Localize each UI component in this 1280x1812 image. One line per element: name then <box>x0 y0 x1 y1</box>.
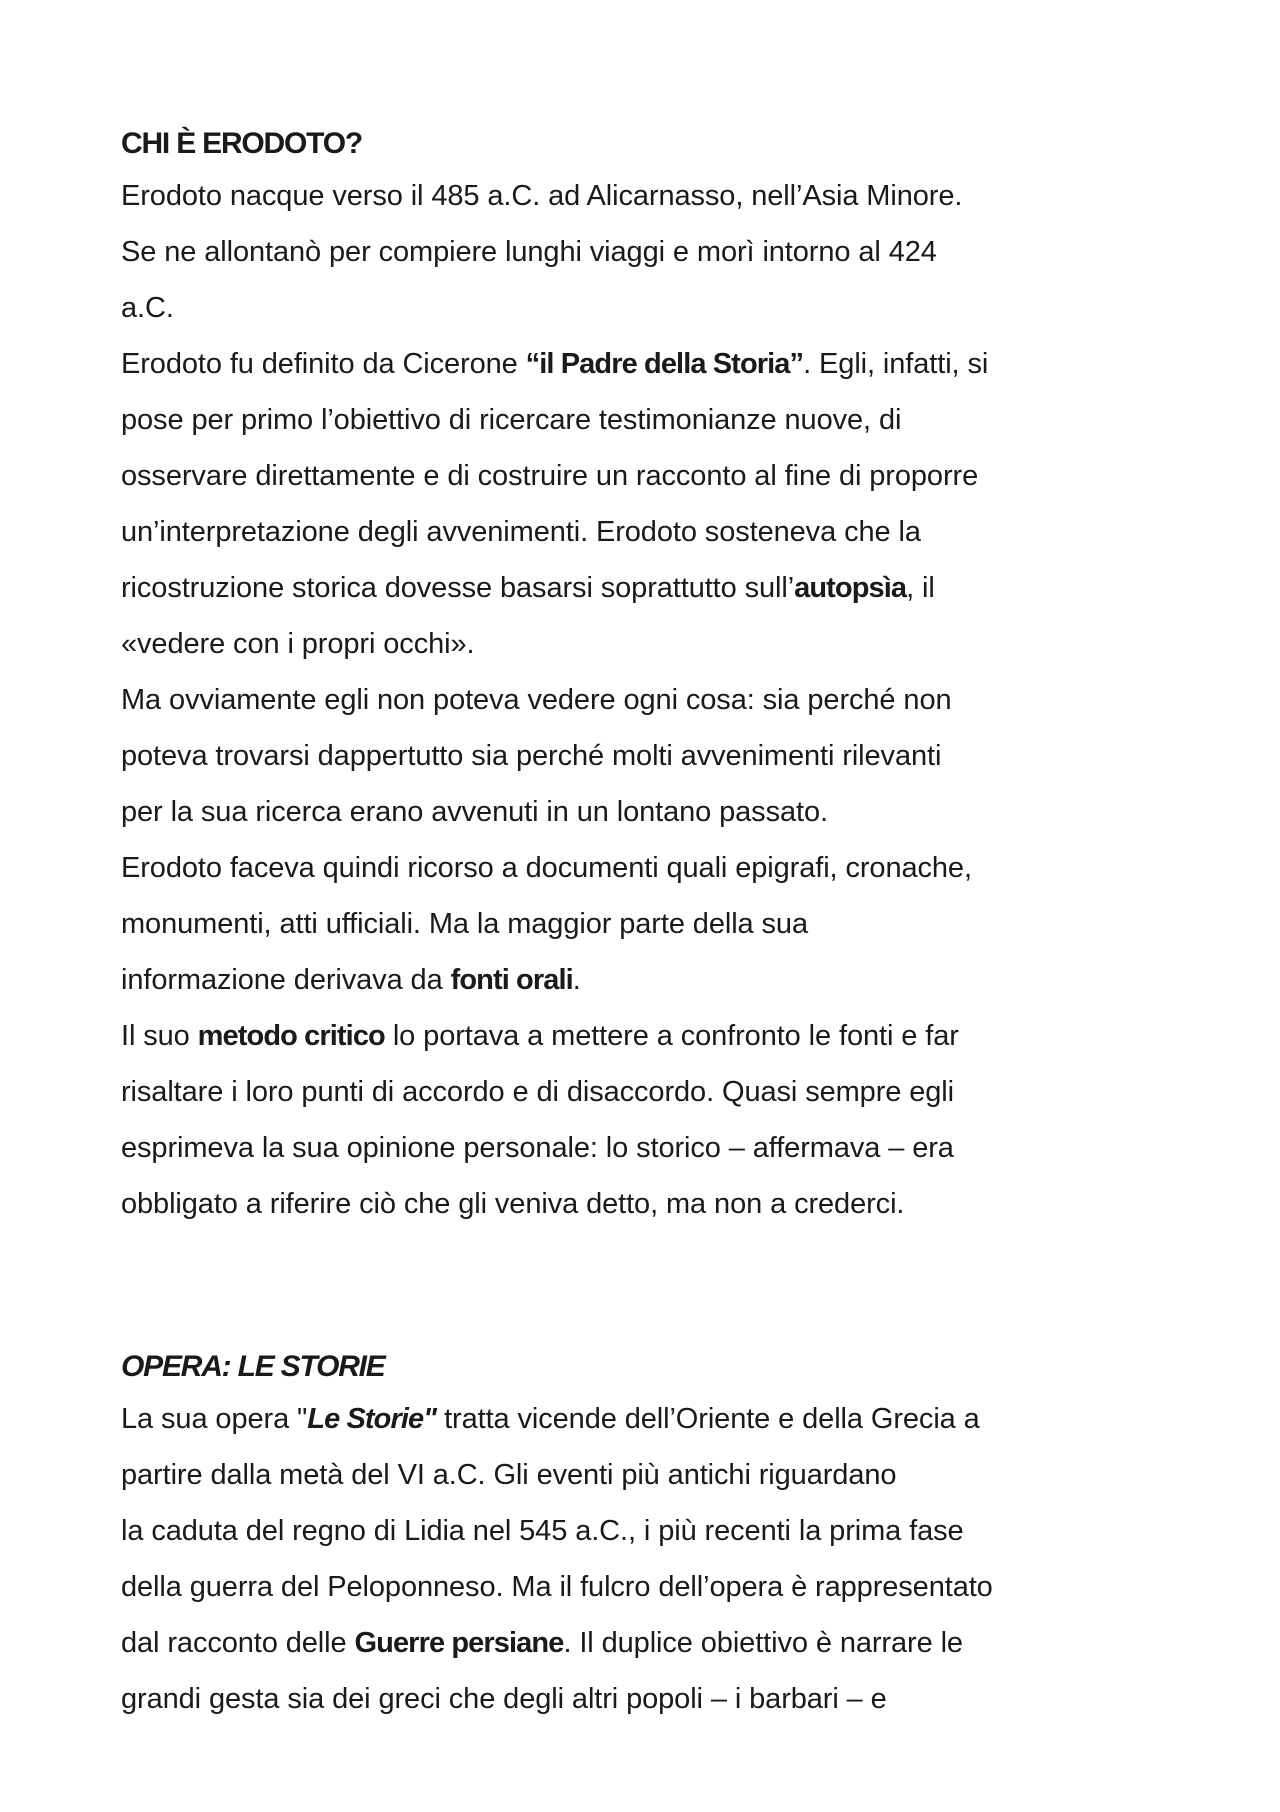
paragraph-line: monumenti, atti ufficiali. Ma la maggior parte della sua <box>121 908 808 940</box>
paragraph-line: Erodoto faceva quindi ricorso a documenti quali epigrafi, cronache, <box>121 852 972 884</box>
paragraph-line: Il suo metodo critico lo portava a mettere a confronto le fonti e far <box>121 1020 959 1052</box>
paragraph-line: grandi gesta sia dei greci che degli altri popoli – i barbari – e <box>121 1683 887 1715</box>
section-title-opera-le-storie: OPERA: LE STORIE <box>121 1350 385 1383</box>
section-title-chi-e-erodoto: CHI È ERODOTO? <box>121 127 362 160</box>
paragraph-line: un’interpretazione degli avvenimenti. Erodoto sosteneva che la <box>121 516 921 548</box>
paragraph-line: Erodoto nacque verso il 485 a.C. ad Alicarnasso, nell’Asia Minore. <box>121 180 963 212</box>
paragraph-line: Se ne allontanò per compiere lunghi viaggi e morì intorno al 424 <box>121 236 937 268</box>
paragraph-line: a.C. <box>121 292 174 324</box>
paragraph-line: «vedere con i propri occhi». <box>121 628 475 660</box>
paragraph-line: poteva trovarsi dappertutto sia perché molti avvenimenti rilevanti <box>121 740 942 772</box>
section-spacer <box>121 1232 1170 1345</box>
paragraph-line: obbligato a riferire ciò che gli veniva detto, ma non a crederci. <box>121 1188 905 1220</box>
bold-term-autopsia: autopsìa <box>794 572 907 604</box>
paragraph-line: risaltare i loro punti di accordo e di disaccordo. Quasi sempre egli <box>121 1076 954 1108</box>
bold-term-fonti-orali: fonti orali <box>450 964 573 996</box>
section-body-opera <box>121 1391 1170 1727</box>
paragraph-line: osservare direttamente e di costruire un racconto al fine di proporre <box>121 460 979 492</box>
paragraph-line: Erodoto fu definito da Cicerone “il Padre della Storia”. Egli, infatti, si <box>121 348 989 380</box>
paragraph-line: pose per primo l’obiettivo di ricercare testimonianze nuove, di <box>121 404 902 436</box>
bold-phrase-padre-della-storia: “il Padre della Storia” <box>525 348 804 380</box>
paragraph-line: della guerra del Peloponneso. Ma il fulcro dell’opera è rappresentato <box>121 1571 993 1603</box>
paragraph-line: esprimeva la sua opinione personale: lo storico – affermava – era <box>121 1132 954 1164</box>
bold-italic-title-le-storie: Le Storie" <box>307 1403 437 1435</box>
bold-term-guerre-persiane: Guerre persiane <box>354 1627 564 1659</box>
paragraph-line: informazione derivava da fonti orali. <box>121 964 581 996</box>
paragraph-line: dal racconto delle Guerre persiane. Il duplice obiettivo è narrare le <box>121 1627 963 1659</box>
bold-term-metodo-critico: metodo critico <box>197 1020 385 1052</box>
paragraph-line: la caduta del regno di Lidia nel 545 a.C., i più recenti la prima fase <box>121 1515 964 1547</box>
paragraph-line: per la sua ricerca erano avvenuti in un lontano passato. <box>121 796 828 828</box>
section-body-biografia <box>121 168 1170 1232</box>
paragraph-line: ricostruzione storica dovesse basarsi soprattutto sull’autopsìa, il <box>121 572 935 604</box>
paragraph-line: La sua opera "Le Storie" tratta vicende dell’Oriente e della Grecia a <box>121 1403 980 1435</box>
paragraph-line: Ma ovviamente egli non poteva vedere ogni cosa: sia perché non <box>121 684 952 716</box>
paragraph-line: partire dalla metà del VI a.C. Gli eventi più antichi riguardano <box>121 1459 897 1491</box>
